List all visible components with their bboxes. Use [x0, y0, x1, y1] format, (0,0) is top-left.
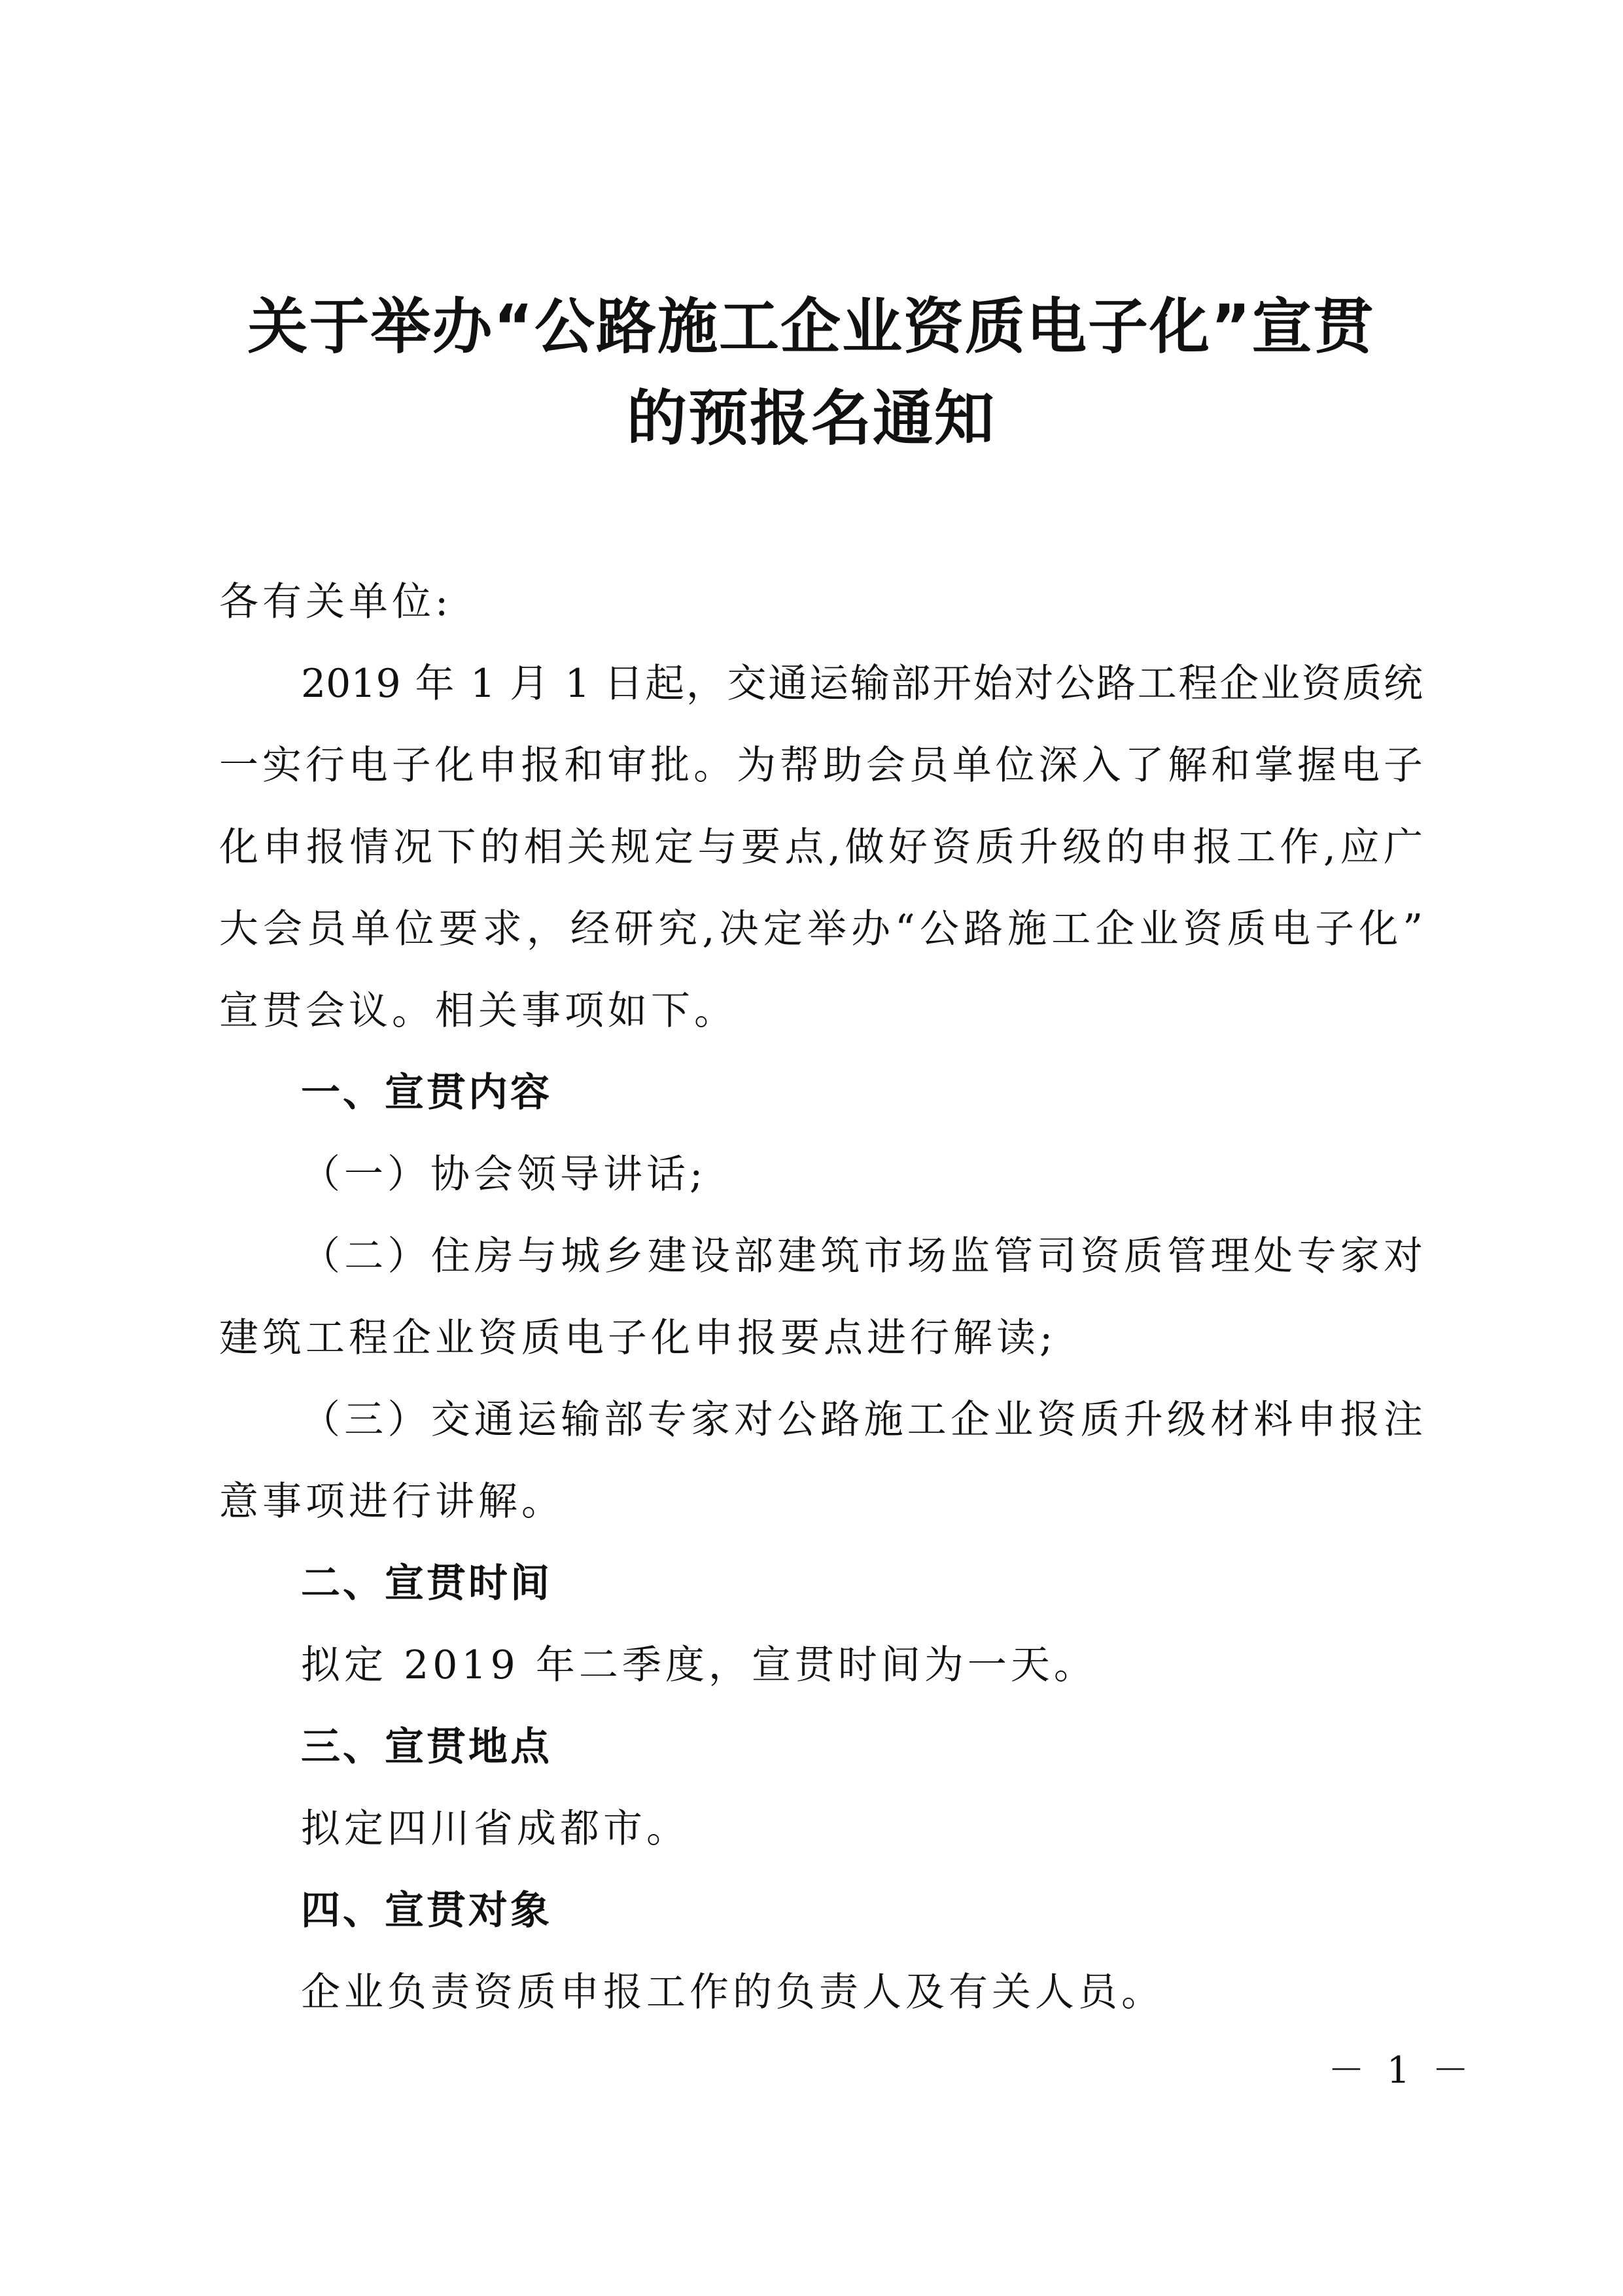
audience-text: 企业负责资质申报工作的负责人及有关人员。	[301, 1969, 1164, 2015]
document-title-line-1: 关于举办“公路施工企业资质电子化”宣贯	[247, 292, 1375, 362]
time-text: 拟定 2019 年二季度，宣贯时间为一天。	[301, 1642, 1097, 1688]
section-heading-content: 一、宣贯内容	[301, 1070, 552, 1116]
content-item-3-line-1: （三）交通运输部专家对公路施工企业资质升级材料申报注	[301, 1397, 1423, 1443]
intro-line-3: 化申报情况下的相关规定与要点,做好资质升级的申报工作,应广	[219, 824, 1423, 870]
intro-line-1: 2019 年 1 月 1 日起，交通运输部开始对公路工程企业资质统	[301, 661, 1423, 707]
intro-line-5: 宣贯会议。相关事项如下。	[219, 988, 737, 1034]
section-heading-audience: 四、宣贯对象	[301, 1888, 552, 1934]
content-item-2-line-2: 建筑工程企业资质电子化申报要点进行解读;	[219, 1315, 1057, 1361]
document-title-line-2: 的预报名通知	[626, 383, 996, 453]
content-item-2-line-1: （二）住房与城乡建设部建筑市场监管司资质管理处专家对	[301, 1233, 1423, 1279]
place-text: 拟定四川省成都市。	[301, 1806, 689, 1852]
intro-line-2: 一实行电子化申报和审批。为帮助会员单位深入了解和掌握电子	[219, 743, 1423, 788]
section-heading-place: 三、宣贯地点	[301, 1724, 552, 1770]
page-number: － 1 －	[1328, 2049, 1475, 2092]
content-item-1: （一）协会领导讲话;	[301, 1152, 707, 1197]
section-heading-time: 二、宣贯时间	[301, 1561, 552, 1606]
intro-line-4: 大会员单位要求，经研究,决定举办“公路施工企业资质电子化”	[219, 906, 1423, 952]
content-item-3-line-2: 意事项进行讲解。	[219, 1479, 565, 1525]
salutation: 各有关单位:	[219, 579, 453, 625]
